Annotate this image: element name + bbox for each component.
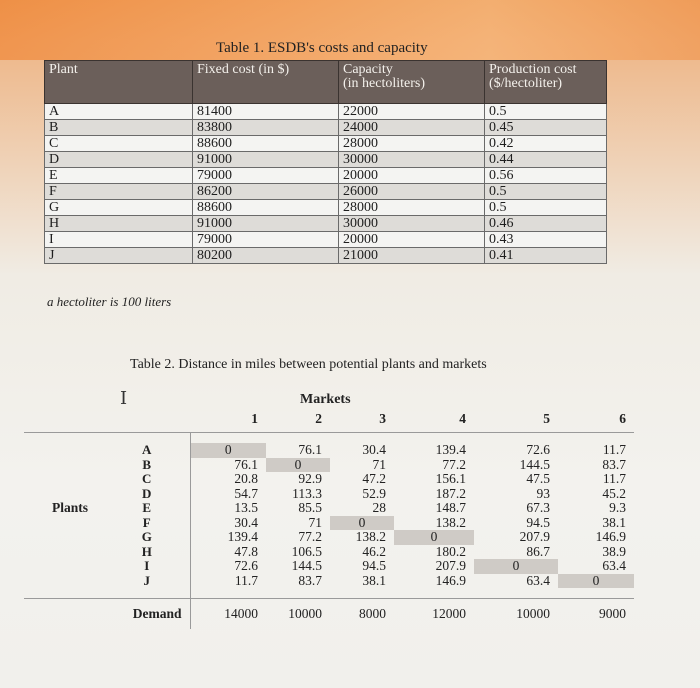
- fixed-cost-cell: 81400: [193, 104, 339, 120]
- distance-cell: 94.5: [526, 514, 550, 530]
- distance-row: [24, 530, 634, 545]
- distance-cell: 63.4: [526, 572, 550, 588]
- distance-cell: 146.9: [595, 529, 626, 544]
- plant-letter: A: [142, 442, 152, 457]
- plant-letter: F: [142, 514, 151, 530]
- distance-cell: 20.8: [190, 472, 266, 487]
- table2-title: Table 2. Distance in miles between potential plants and markets: [130, 357, 487, 372]
- distance-cell: 138.2: [435, 514, 466, 530]
- distance-cell: 47.2: [362, 471, 386, 486]
- distance-cell: 45.2: [602, 485, 626, 501]
- plant-letter: E: [142, 500, 152, 515]
- fixed-cost-cell: 79000: [193, 232, 339, 248]
- distance-row: [24, 472, 634, 487]
- market-number: 4: [394, 406, 474, 433]
- header-plant: Plant: [45, 61, 193, 104]
- plant-cell: I: [45, 232, 193, 248]
- distance-cell: 0: [558, 574, 634, 589]
- plant-letter: H: [141, 543, 152, 559]
- distance-cell: 54.7: [190, 487, 266, 502]
- plant-letter: C: [142, 471, 152, 486]
- fixed-cost-cell: 91000: [193, 152, 339, 168]
- fixed-cost-cell: 86200: [193, 184, 339, 200]
- capacity-cell: 28000: [339, 200, 485, 216]
- capacity-cell: 30000: [339, 152, 485, 168]
- distance-cell: 0: [266, 458, 330, 473]
- demand-cell: 14000: [190, 599, 266, 630]
- plant-cell: C: [45, 136, 193, 152]
- distance-cell: 83.7: [602, 456, 626, 472]
- distance-row: [24, 443, 634, 458]
- capacity-cell: 24000: [339, 120, 485, 136]
- distance-cell: 146.9: [435, 572, 466, 588]
- distance-cell: 9.3: [609, 500, 626, 515]
- distance-cell: 0: [190, 443, 266, 458]
- plant-letter: J: [143, 572, 150, 588]
- distance-cell: 207.9: [435, 558, 466, 573]
- distance-cell: 180.2: [435, 543, 466, 559]
- distance-cell: 28: [372, 500, 386, 515]
- distance-cell: 92.9: [298, 471, 322, 486]
- table1-row: [45, 184, 607, 200]
- header-capacity: Capacity (in hectoliters): [339, 61, 485, 104]
- market-number: 3: [330, 406, 394, 433]
- plant-cell: J: [45, 248, 193, 264]
- capacity-cell: 30000: [339, 216, 485, 232]
- plant-letter: I: [144, 558, 150, 573]
- distance-cell: 86.7: [526, 543, 550, 559]
- plant-cell: D: [45, 152, 193, 168]
- table1-row: [45, 136, 607, 152]
- distance-cell: 77.2: [298, 529, 322, 544]
- distance-cell: 0: [330, 516, 394, 531]
- plant-cell: E: [45, 168, 193, 184]
- table1-header-row: [45, 61, 607, 104]
- fixed-cost-cell: 83800: [193, 120, 339, 136]
- distance-row: [24, 559, 634, 574]
- distance-cell: 11.7: [602, 471, 626, 486]
- production-cost-cell: 0.44: [485, 152, 607, 168]
- distance-cell: 207.9: [519, 529, 550, 544]
- plant-letter: D: [142, 485, 152, 501]
- production-cost-cell: 0.56: [485, 168, 607, 184]
- distance-cell: 76.1: [298, 442, 322, 457]
- plant-cell: G: [45, 200, 193, 216]
- table1-row: [45, 120, 607, 136]
- distance-cell: 13.5: [190, 501, 266, 516]
- production-cost-cell: 0.46: [485, 216, 607, 232]
- demand-cell: 9000: [558, 599, 634, 630]
- production-cost-cell: 0.45: [485, 120, 607, 136]
- markets-label: Markets: [300, 392, 351, 407]
- distance-cell: 38.1: [602, 514, 626, 530]
- distance-row: [24, 458, 634, 473]
- distance-cell: 156.1: [435, 471, 466, 486]
- table1-row: [45, 216, 607, 232]
- distance-cell: 85.5: [298, 500, 322, 515]
- distance-cell: 11.7: [190, 574, 266, 589]
- capacity-cell: 22000: [339, 104, 485, 120]
- market-number: 1: [190, 406, 266, 433]
- fixed-cost-cell: 88600: [193, 136, 339, 152]
- markets-header-row: [24, 406, 634, 433]
- market-number: 5: [474, 406, 558, 433]
- distance-cell: 83.7: [298, 572, 322, 588]
- distance-cell: 144.5: [519, 456, 550, 472]
- header-fixed-cost: Fixed cost (in $): [193, 61, 339, 104]
- fixed-cost-cell: 88600: [193, 200, 339, 216]
- table1-row: [45, 168, 607, 184]
- production-cost-cell: 0.5: [485, 104, 607, 120]
- distance-cell: 139.4: [435, 442, 466, 457]
- distance-row: [24, 516, 634, 531]
- demand-cell: 10000: [266, 599, 330, 630]
- production-cost-cell: 0.42: [485, 136, 607, 152]
- capacity-cell: 26000: [339, 184, 485, 200]
- costs-capacity-table: [44, 60, 607, 264]
- distance-cell: 138.2: [355, 529, 386, 544]
- capacity-cell: 20000: [339, 168, 485, 184]
- demand-row: [24, 599, 634, 630]
- demand-label: Demand: [24, 599, 190, 630]
- distance-cell: 76.1: [190, 458, 266, 473]
- distance-cell: 106.5: [291, 543, 322, 559]
- distance-cell: 72.6: [190, 559, 266, 574]
- production-cost-cell: 0.5: [485, 184, 607, 200]
- fixed-cost-cell: 80200: [193, 248, 339, 264]
- distance-table: [24, 406, 634, 629]
- table1-row: [45, 232, 607, 248]
- distance-cell: 93: [536, 485, 550, 501]
- distance-cell: 0: [394, 530, 474, 545]
- distance-row: [24, 545, 634, 560]
- plant-cell: B: [45, 120, 193, 136]
- distance-cell: 38.1: [362, 572, 386, 588]
- distance-cell: 67.3: [526, 500, 550, 515]
- table1-title: Table 1. ESDB's costs and capacity: [216, 40, 428, 56]
- plant-cell: F: [45, 184, 193, 200]
- distance-row: [24, 487, 634, 502]
- distance-cell: 47.5: [526, 471, 550, 486]
- fixed-cost-cell: 91000: [193, 216, 339, 232]
- table1-row: [45, 104, 607, 120]
- distance-cell: 11.7: [602, 442, 626, 457]
- demand-cell: 10000: [474, 599, 558, 630]
- distance-cell: 148.7: [435, 500, 466, 515]
- plants-label: Plants: [52, 500, 89, 515]
- fixed-cost-cell: 79000: [193, 168, 339, 184]
- distance-cell: 71: [372, 456, 386, 472]
- distance-cell: 38.9: [602, 543, 626, 559]
- demand-cell: 8000: [330, 599, 394, 630]
- capacity-cell: 28000: [339, 136, 485, 152]
- distance-cell: 187.2: [435, 485, 466, 501]
- distance-cell: 139.4: [190, 530, 266, 545]
- header-production-cost: Production cost ($/hectoliter): [485, 61, 607, 104]
- distance-cell: 47.8: [190, 545, 266, 560]
- distance-cell: 72.6: [526, 442, 550, 457]
- table1-footnote: a hectoliter is 100 liters: [47, 294, 172, 309]
- plant-cell: H: [45, 216, 193, 232]
- distance-cell: 94.5: [362, 558, 386, 573]
- distance-cell: 52.9: [362, 485, 386, 501]
- plant-cell: A: [45, 104, 193, 120]
- distance-cell: 0: [474, 559, 558, 574]
- table1-row: [45, 248, 607, 264]
- table1-row: [45, 200, 607, 216]
- table1-row: [45, 152, 607, 168]
- capacity-cell: 21000: [339, 248, 485, 264]
- distance-cell: 30.4: [362, 442, 386, 457]
- demand-cell: 12000: [394, 599, 474, 630]
- market-number: 2: [266, 406, 330, 433]
- text-cursor-icon: I: [120, 388, 128, 409]
- market-number: 6: [558, 406, 634, 433]
- distance-cell: 30.4: [190, 516, 266, 531]
- plant-letter: B: [142, 456, 152, 472]
- production-cost-cell: 0.41: [485, 248, 607, 264]
- distance-row: [24, 574, 634, 589]
- distance-cell: 63.4: [602, 558, 626, 573]
- distance-cell: 71: [308, 514, 322, 530]
- plant-letter: G: [141, 529, 152, 544]
- distance-row: [24, 501, 634, 516]
- distance-cell: 77.2: [442, 456, 466, 472]
- capacity-cell: 20000: [339, 232, 485, 248]
- production-cost-cell: 0.5: [485, 200, 607, 216]
- distance-cell: 46.2: [362, 543, 386, 559]
- distance-cell: 113.3: [292, 485, 322, 501]
- production-cost-cell: 0.43: [485, 232, 607, 248]
- distance-cell: 144.5: [291, 558, 322, 573]
